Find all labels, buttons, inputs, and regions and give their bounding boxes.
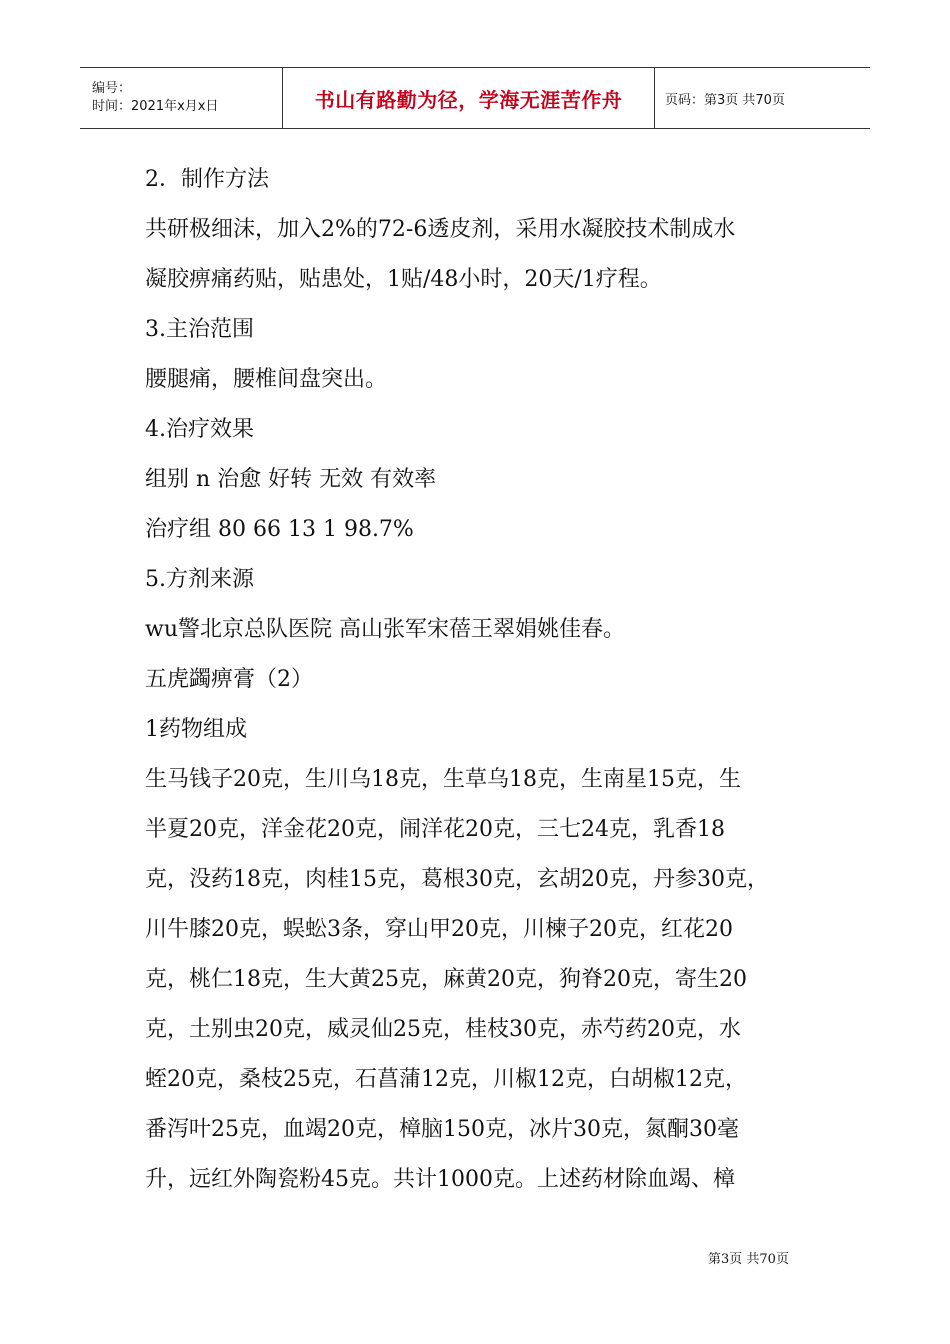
text-line: 克，没药18克，肉桂15克，葛根30克，玄胡20克，丹参30克，	[145, 867, 769, 892]
text-line: 川牛膝20克，蜈蚣3条，穿山甲20克，川楝子20克，红花20	[145, 917, 733, 942]
header-motto-cell	[282, 68, 655, 128]
text-line: 凝胶痹痛药贴，贴患处，1贴/48小时，20天/1疗程。	[145, 267, 662, 292]
text-line: 半夏20克，洋金花20克，闹洋花20克，三七24克，乳香18	[145, 817, 725, 842]
header-meta	[80, 68, 282, 128]
header-page-info: 页码：第3页 共70页	[665, 92, 785, 108]
text-line: 五虎蠲痹膏（2）	[145, 667, 313, 692]
text-line: 1药物组成	[145, 717, 247, 742]
page-footer: 第3页 共70页	[708, 1252, 789, 1267]
text-line: 5.方剂来源	[145, 567, 254, 592]
text-line: 治疗组 80 66 13 1 98.7%	[145, 517, 414, 542]
time-label: 时间：2021年x月x日	[92, 99, 219, 114]
text-line: 番泻叶25克，血竭20克，樟脑150克，冰片30克，氮酮30毫	[145, 1117, 739, 1142]
text-line: 组别 n 治愈 好转 无效 有效率	[145, 467, 437, 492]
text-line: 蛭20克，桑枝25克，石菖蒲12克，川椒12克，白胡椒12克，	[145, 1067, 747, 1092]
text-line: 升，远红外陶瓷粉45克。共计1000克。上述药材除血竭、樟	[145, 1167, 735, 1192]
header-motto: 书山有路勤为径，学海无涯苦作舟	[314, 87, 623, 112]
text-line: 2．制作方法	[145, 167, 269, 192]
number-label: 编号：	[92, 81, 132, 96]
text-line: 生马钱子20克，生川乌18克，生草乌18克，生南星15克，生	[145, 767, 741, 792]
header-page-cell	[655, 68, 870, 128]
text-line: 腰腿痛，腰椎间盘突出。	[145, 367, 388, 392]
text-line: 克，桃仁18克，生大黄25克，麻黄20克，狗脊20克，寄生20	[145, 967, 747, 992]
text-line: wu警北京总队医院 高山张军宋蓓王翠娟姚佳春。	[145, 617, 625, 642]
text-line: 共研极细沫，加入2%的72-6透皮剂，采用水凝胶技术制成水	[145, 217, 736, 242]
document-body	[145, 155, 815, 1205]
text-line: 克，土别虫20克，威灵仙25克，桂枝30克，赤芍药20克，水	[145, 1017, 741, 1042]
page-header	[80, 67, 870, 129]
text-line: 3.主治范围	[145, 317, 254, 342]
text-line: 4.治疗效果	[145, 417, 254, 442]
